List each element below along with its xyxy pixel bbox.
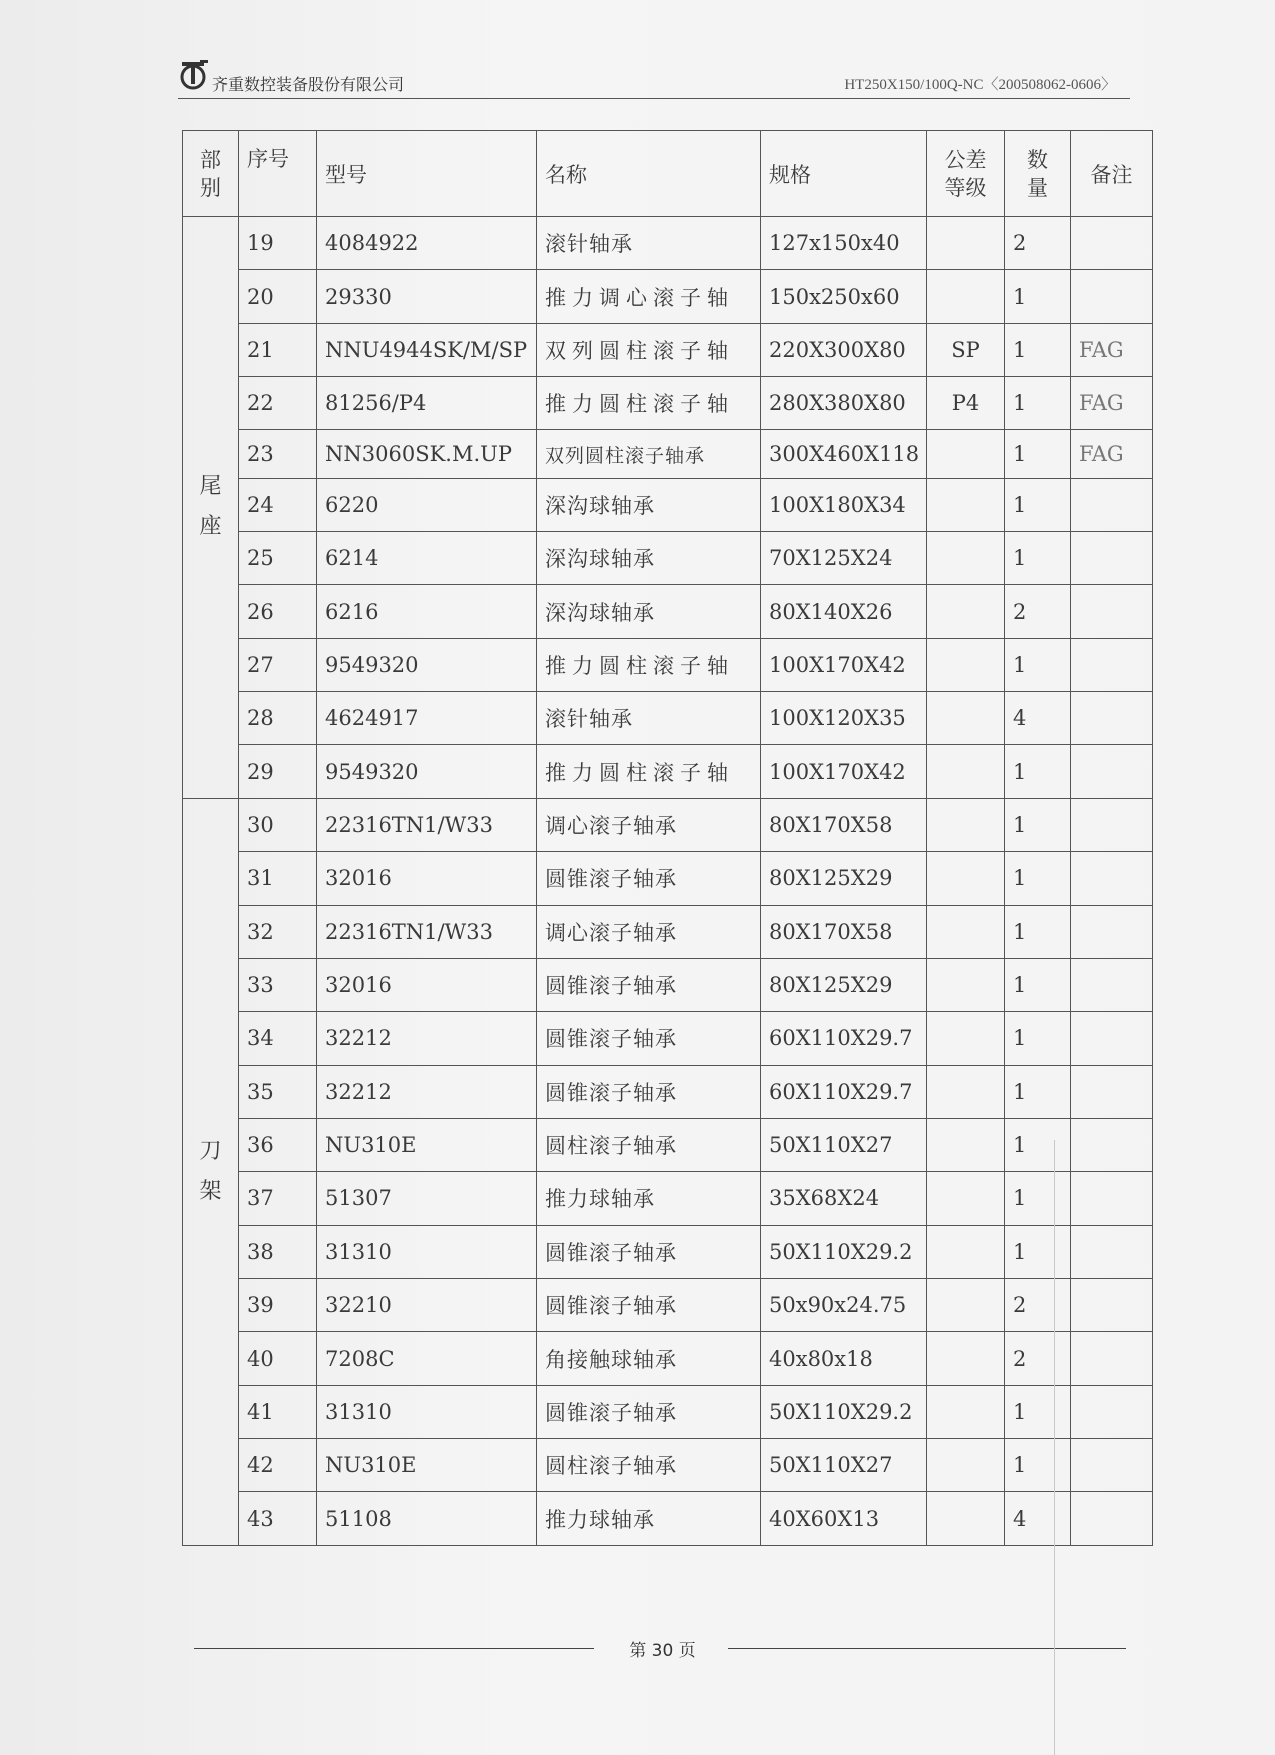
table-row (183, 638, 1153, 691)
cell-qty: 4 (1005, 692, 1071, 745)
cell-tolerance (927, 1385, 1005, 1438)
cell-remark (1071, 958, 1153, 1011)
cell-model: 9549320 (317, 745, 537, 798)
table-row (183, 1385, 1153, 1438)
table-row (183, 323, 1153, 376)
cell-name: 角接触球轴承 (537, 1332, 761, 1385)
cell-spec: 50x90x24.75 (761, 1279, 927, 1332)
cell-model: NU310E (317, 1439, 537, 1492)
cell-spec: 70X125X24 (761, 531, 927, 584)
footer-rule-right (728, 1648, 1126, 1649)
cell-name: 圆锥滚子轴承 (537, 1225, 761, 1278)
cell-spec: 50X110X27 (761, 1439, 927, 1492)
cell-tolerance (927, 1172, 1005, 1225)
cell-seq: 33 (239, 958, 317, 1011)
header-model: 型号 (317, 131, 537, 217)
cell-tolerance (927, 692, 1005, 745)
cell-name: 深沟球轴承 (537, 585, 761, 638)
cell-model: 32016 (317, 852, 537, 905)
cell-qty: 1 (1005, 852, 1071, 905)
cell-spec: 80X125X29 (761, 958, 927, 1011)
cell-spec: 300X460X118 (761, 430, 927, 478)
table-body (183, 217, 1153, 1546)
cell-tolerance (927, 638, 1005, 691)
table-row (183, 798, 1153, 851)
table-row (183, 217, 1153, 270)
cell-tolerance (927, 745, 1005, 798)
cell-seq: 25 (239, 531, 317, 584)
cell-seq: 22 (239, 377, 317, 430)
cell-spec: 50X110X29.2 (761, 1225, 927, 1278)
cell-spec: 100X170X42 (761, 638, 927, 691)
cell-name: 深沟球轴承 (537, 478, 761, 531)
cell-qty: 1 (1005, 1065, 1071, 1118)
cell-name: 推力圆柱滚子轴 (537, 638, 761, 691)
cell-name: 滚针轴承 (537, 692, 761, 745)
header-seq: 序号 (239, 131, 317, 217)
cell-qty: 2 (1005, 217, 1071, 270)
cell-qty: 1 (1005, 323, 1071, 376)
cell-seq: 29 (239, 745, 317, 798)
cell-model: 29330 (317, 270, 537, 323)
cell-remark (1071, 692, 1153, 745)
cell-seq: 37 (239, 1172, 317, 1225)
cell-remark (1071, 1385, 1153, 1438)
cell-model: 32016 (317, 958, 537, 1011)
cell-remark (1071, 905, 1153, 958)
cell-tolerance (927, 1012, 1005, 1065)
cell-name: 圆锥滚子轴承 (537, 852, 761, 905)
cell-spec: 80X140X26 (761, 585, 927, 638)
cell-name: 深沟球轴承 (537, 531, 761, 584)
section-label: 尾 座 (183, 217, 239, 799)
cell-tolerance (927, 852, 1005, 905)
cell-model: NU310E (317, 1118, 537, 1171)
cell-remark (1071, 217, 1153, 270)
cell-qty: 2 (1005, 1332, 1071, 1385)
cell-qty: 1 (1005, 798, 1071, 851)
cell-name: 圆锥滚子轴承 (537, 1012, 761, 1065)
cell-spec: 80X170X58 (761, 905, 927, 958)
cell-remark (1071, 531, 1153, 584)
cell-qty: 1 (1005, 531, 1071, 584)
cell-name: 圆锥滚子轴承 (537, 958, 761, 1011)
cell-model: 4084922 (317, 217, 537, 270)
cell-seq: 35 (239, 1065, 317, 1118)
cell-tolerance (927, 585, 1005, 638)
cell-spec: 100X120X35 (761, 692, 927, 745)
cell-model: 6220 (317, 478, 537, 531)
cell-qty: 4 (1005, 1492, 1071, 1546)
cell-spec: 50X110X29.2 (761, 1385, 927, 1438)
cell-name: 圆锥滚子轴承 (537, 1385, 761, 1438)
cell-tolerance (927, 1492, 1005, 1546)
cell-tolerance (927, 1332, 1005, 1385)
cell-remark (1071, 1279, 1153, 1332)
cell-spec: 127x150x40 (761, 217, 927, 270)
cell-remark (1071, 1332, 1153, 1385)
cell-model: 7208C (317, 1332, 537, 1385)
cell-model: 6214 (317, 531, 537, 584)
header-qty: 数 量 (1005, 131, 1071, 217)
cell-name: 圆锥滚子轴承 (537, 1279, 761, 1332)
cell-tolerance: SP (927, 323, 1005, 376)
table-row (183, 1439, 1153, 1492)
cell-seq: 28 (239, 692, 317, 745)
cell-spec: 100X180X34 (761, 478, 927, 531)
bearing-list-table (182, 130, 1153, 1546)
cell-qty: 1 (1005, 1012, 1071, 1065)
cell-model: 31310 (317, 1385, 537, 1438)
cell-seq: 21 (239, 323, 317, 376)
cell-spec: 150x250x60 (761, 270, 927, 323)
cell-remark: FAG (1071, 377, 1153, 430)
cell-remark (1071, 1492, 1153, 1546)
cell-qty: 1 (1005, 1118, 1071, 1171)
table-row (183, 585, 1153, 638)
cell-tolerance (927, 217, 1005, 270)
cell-seq: 20 (239, 270, 317, 323)
cell-tolerance (927, 478, 1005, 531)
cell-seq: 23 (239, 430, 317, 478)
cell-model: 4624917 (317, 692, 537, 745)
cell-spec: 60X110X29.7 (761, 1065, 927, 1118)
cell-seq: 36 (239, 1118, 317, 1171)
cell-tolerance (927, 270, 1005, 323)
cell-seq: 38 (239, 1225, 317, 1278)
cell-name: 推力圆柱滚子轴 (537, 377, 761, 430)
cell-tolerance (927, 1065, 1005, 1118)
table-row (183, 1065, 1153, 1118)
cell-tolerance (927, 430, 1005, 478)
cell-qty: 1 (1005, 270, 1071, 323)
table-row (183, 1172, 1153, 1225)
table-row (183, 270, 1153, 323)
cell-qty: 1 (1005, 430, 1071, 478)
cell-tolerance (927, 905, 1005, 958)
cell-seq: 26 (239, 585, 317, 638)
table-row (183, 1118, 1153, 1171)
cell-remark (1071, 1172, 1153, 1225)
cell-tolerance (927, 958, 1005, 1011)
cell-remark (1071, 1065, 1153, 1118)
cell-tolerance (927, 798, 1005, 851)
cell-name: 圆柱滚子轴承 (537, 1439, 761, 1492)
cell-seq: 32 (239, 905, 317, 958)
cell-remark (1071, 1012, 1153, 1065)
cell-qty: 1 (1005, 745, 1071, 798)
cell-remark (1071, 852, 1153, 905)
header-tolerance: 公差 等级 (927, 131, 1005, 217)
cell-qty: 1 (1005, 1225, 1071, 1278)
cell-qty: 1 (1005, 638, 1071, 691)
cell-name: 双列圆柱滚子轴 (537, 323, 761, 376)
table-row (183, 1279, 1153, 1332)
cell-qty: 1 (1005, 1385, 1071, 1438)
cell-remark (1071, 270, 1153, 323)
cell-tolerance (927, 1279, 1005, 1332)
table-header-row (183, 131, 1153, 217)
cell-seq: 27 (239, 638, 317, 691)
cell-model: 22316TN1/W33 (317, 905, 537, 958)
header-remark: 备注 (1071, 131, 1153, 217)
cell-spec: 35X68X24 (761, 1172, 927, 1225)
cell-name: 调心滚子轴承 (537, 798, 761, 851)
cell-remark: FAG (1071, 323, 1153, 376)
cell-spec: 220X300X80 (761, 323, 927, 376)
cell-tolerance (927, 531, 1005, 584)
cell-name: 推力调心滚子轴 (537, 270, 761, 323)
table-row (183, 958, 1153, 1011)
cell-seq: 19 (239, 217, 317, 270)
cell-remark (1071, 638, 1153, 691)
cell-name: 调心滚子轴承 (537, 905, 761, 958)
cell-remark (1071, 1439, 1153, 1492)
cell-tolerance (927, 1118, 1005, 1171)
cell-model: 51307 (317, 1172, 537, 1225)
cell-remark (1071, 585, 1153, 638)
cell-remark: FAG (1071, 430, 1153, 478)
cell-qty: 2 (1005, 585, 1071, 638)
cell-spec: 40x80x18 (761, 1332, 927, 1385)
header-part: 部 别 (183, 131, 239, 217)
cell-model: 81256/P4 (317, 377, 537, 430)
company-name: 齐重数控装备股份有限公司 (212, 75, 405, 94)
cell-model: 31310 (317, 1225, 537, 1278)
page-number: 第 30 页 (629, 1641, 696, 1661)
cell-model: 32212 (317, 1012, 537, 1065)
table-row (183, 531, 1153, 584)
cell-qty: 2 (1005, 1279, 1071, 1332)
cell-name: 圆锥滚子轴承 (537, 1065, 761, 1118)
cell-name: 双列圆柱滚子轴承 (537, 430, 761, 478)
cell-seq: 43 (239, 1492, 317, 1546)
table-row (183, 852, 1153, 905)
cell-model: 22316TN1/W33 (317, 798, 537, 851)
cell-tolerance (927, 1225, 1005, 1278)
table-row (183, 745, 1153, 798)
cell-name: 推力球轴承 (537, 1492, 761, 1546)
table-row (183, 1012, 1153, 1065)
cell-model: 32212 (317, 1065, 537, 1118)
table-row (183, 1492, 1153, 1546)
cell-seq: 30 (239, 798, 317, 851)
cell-remark (1071, 1225, 1153, 1278)
cell-qty: 1 (1005, 1439, 1071, 1492)
cell-name: 滚针轴承 (537, 217, 761, 270)
scan-artifact-line (1054, 1140, 1055, 1755)
cell-name: 圆柱滚子轴承 (537, 1118, 761, 1171)
table-row (183, 1225, 1153, 1278)
section-label: 刀 架 (183, 798, 239, 1545)
cell-remark (1071, 1118, 1153, 1171)
table-row (183, 905, 1153, 958)
table-row (183, 478, 1153, 531)
cell-seq: 24 (239, 478, 317, 531)
cell-spec: 80X170X58 (761, 798, 927, 851)
cell-model: 9549320 (317, 638, 537, 691)
cell-model: NNU4944SK/M/SP (317, 323, 537, 376)
table-row (183, 377, 1153, 430)
cell-name: 推力圆柱滚子轴 (537, 745, 761, 798)
table-row (183, 430, 1153, 478)
cell-seq: 34 (239, 1012, 317, 1065)
cell-seq: 42 (239, 1439, 317, 1492)
table-row (183, 1332, 1153, 1385)
cell-seq: 40 (239, 1332, 317, 1385)
cell-spec: 40X60X13 (761, 1492, 927, 1546)
cell-remark (1071, 478, 1153, 531)
header-name: 名称 (537, 131, 761, 217)
cell-tolerance (927, 1439, 1005, 1492)
cell-seq: 31 (239, 852, 317, 905)
cell-model: 32210 (317, 1279, 537, 1332)
cell-remark (1071, 745, 1153, 798)
cell-model: 51108 (317, 1492, 537, 1546)
cell-spec: 80X125X29 (761, 852, 927, 905)
cell-model: NN3060SK.M.UP (317, 430, 537, 478)
cell-qty: 1 (1005, 958, 1071, 1011)
company-logo-icon (178, 58, 212, 92)
cell-name: 推力球轴承 (537, 1172, 761, 1225)
footer-rule-left (194, 1648, 594, 1649)
cell-spec: 60X110X29.7 (761, 1012, 927, 1065)
header-spec: 规格 (761, 131, 927, 217)
page-header (178, 56, 1130, 99)
cell-spec: 280X380X80 (761, 377, 927, 430)
cell-seq: 39 (239, 1279, 317, 1332)
document-id: HT250X150/100Q-NC〈200508062-0606〉 (844, 77, 1116, 93)
cell-qty: 1 (1005, 1172, 1071, 1225)
cell-remark (1071, 798, 1153, 851)
cell-qty: 1 (1005, 377, 1071, 430)
cell-tolerance: P4 (927, 377, 1005, 430)
cell-spec: 50X110X27 (761, 1118, 927, 1171)
cell-model: 6216 (317, 585, 537, 638)
table-row (183, 692, 1153, 745)
cell-seq: 41 (239, 1385, 317, 1438)
cell-qty: 1 (1005, 478, 1071, 531)
cell-qty: 1 (1005, 905, 1071, 958)
cell-spec: 100X170X42 (761, 745, 927, 798)
